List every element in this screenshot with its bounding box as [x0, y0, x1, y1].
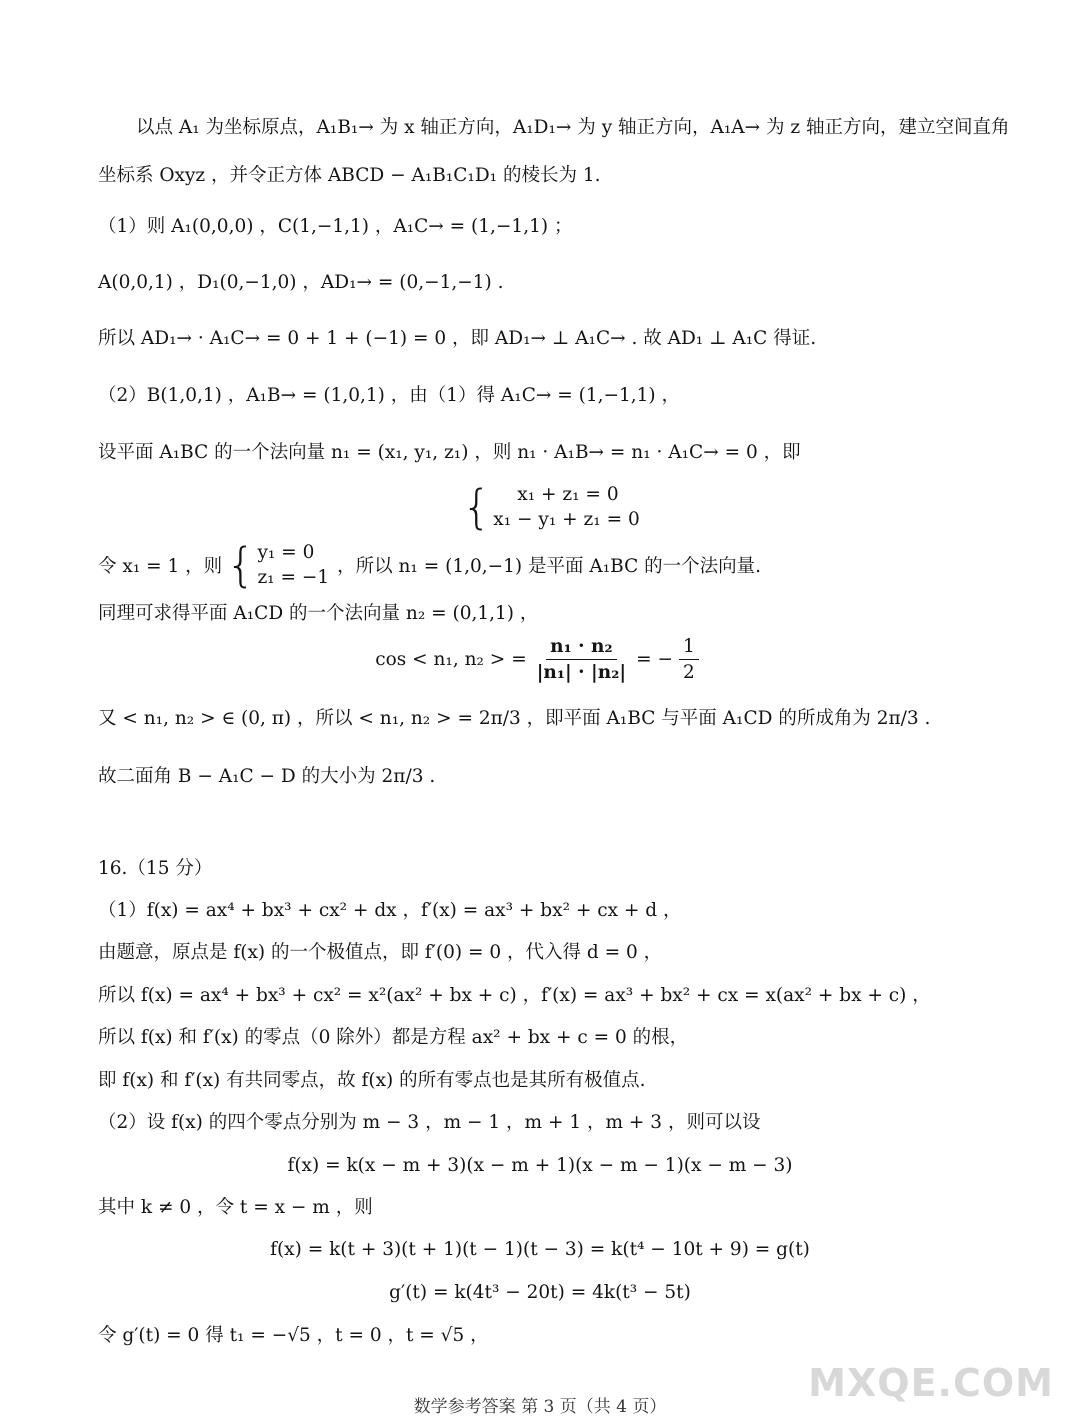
text-line: A(0,0,1) ，D₁(0,−1,0) ，AD₁→ = (0,−1,−1) .	[98, 272, 504, 293]
text-line: 所以 AD₁→ · A₁C→ = 0 + 1 + (−1) = 0 ，即 AD₁→ ⊥ A₁C→ . 故 AD₁ ⊥ A₁C 得证.	[98, 328, 817, 349]
text-line: 同理可求得平面 A₁CD 的一个法向量 n₂ = (0,1,1) ，	[98, 603, 539, 624]
text-line: （2）设 f(x) 的四个零点分别为 m − 3 ，m − 1 ，m + 1 ，m + 3 ，则可以设	[98, 1112, 761, 1133]
equation: x₁ − y₁ + z₁ = 0	[493, 509, 640, 530]
fraction	[533, 636, 630, 683]
text-line: 所以 f(x) = ax⁴ + bx³ + cx² = x²(ax² + bx + c) ，f′(x) = ax³ + bx² + cx = x(ax² + bx + c) ，	[98, 985, 931, 1006]
equation-system-1	[462, 482, 640, 532]
equation-line: f(x) = k(x − m + 3)(x − m + 1)(x − m − 1)(x − m − 3)	[287, 1155, 793, 1176]
text-line: 由题意，原点是 f(x) 的一个极值点，即 f′(0) = 0 ，代入得 d = 0 ，	[98, 942, 663, 963]
question-heading: 16.（15 分）	[98, 858, 213, 879]
equation: z₁ = −1	[257, 567, 330, 588]
text-line: 故二面角 B − A₁C − D 的大小为 2π/3 .	[98, 766, 436, 787]
text-line: （1）f(x) = ax⁴ + bx³ + cx² + dx ，f′(x) = ax³ + bx² + cx + d ，	[98, 900, 682, 921]
text-line: 又 < n₁, n₂ > ∈ (0, π) ，所以 < n₁, n₂ > = 2π/3 ，即平面 A₁BC 与平面 A₁CD 的所成角为 2π/3 .	[98, 708, 931, 729]
numerator: 1	[679, 636, 699, 660]
fraction	[679, 636, 699, 683]
brace-icon: {	[226, 538, 256, 592]
denominator: |n₁| · |n₂|	[536, 662, 627, 683]
equation-line	[98, 540, 761, 590]
brace-icon: {	[462, 480, 492, 534]
text-line: 即 f(x) 和 f′(x) 有共同零点，故 f(x) 的所有零点也是其所有极值点.	[98, 1070, 646, 1091]
watermark-logo: MXQE.COM	[808, 1361, 1054, 1405]
text-line: （1）则 A₁(0,0,0) ，C(1,−1,1) ，A₁C→ = (1,−1,1) ；	[98, 216, 573, 237]
text-line: 坐标系 Oxyz ，并令正方体 ABCD − A₁B₁C₁D₁ 的棱长为 1.	[98, 165, 601, 186]
text-span: ，所以 n₁ = (1,0,−1) 是平面 A₁BC 的一个法向量.	[337, 556, 762, 577]
equation-line: g′(t) = k(4t³ − 20t) = 4k(t³ − 5t)	[389, 1282, 691, 1303]
numerator: n₁ · n₂	[546, 636, 616, 660]
text-line: 其中 k ≠ 0 ，令 t = x − m ，则	[98, 1197, 373, 1218]
text-span: 令 x₁ = 1 ，则	[98, 556, 223, 577]
denominator: 2	[682, 662, 695, 683]
cos-formula	[0, 636, 1080, 683]
page-footer: 数学参考答案 第 3 页（共 4 页）	[413, 1397, 667, 1417]
text-line: 设平面 A₁BC 的一个法向量 n₁ = (x₁, y₁, z₁) ，则 n₁ · A₁B→ = n₁ · A₁C→ = 0 ，即	[98, 442, 801, 463]
text-line: （2）B(1,0,1) ，A₁B→ = (1,0,1) ，由（1）得 A₁C→ = (1,−1,1) ，	[98, 385, 681, 406]
text-line: 令 g′(t) = 0 得 t₁ = −√5 ，t = 0 ，t = √5 ，	[98, 1325, 489, 1346]
formula-text: = −	[636, 649, 673, 670]
text-line: 以点 A₁ 为坐标原点，A₁B₁→ 为 x 轴正方向，A₁D₁→ 为 y 轴正方向，A₁A→ 为 z 轴正方向，建立空间直角	[136, 117, 1010, 138]
equation: y₁ = 0	[257, 542, 315, 563]
equation: x₁ + z₁ = 0	[517, 484, 619, 505]
text-line: 所以 f(x) 和 f′(x) 的零点（0 除外）都是方程 ax² + bx + c = 0 的根，	[98, 1027, 689, 1048]
equation-line: f(x) = k(t + 3)(t + 1)(t − 1)(t − 3) = k(t⁴ − 10t + 9) = g(t)	[270, 1239, 810, 1260]
formula-text: cos < n₁, n₂ > =	[375, 649, 527, 670]
